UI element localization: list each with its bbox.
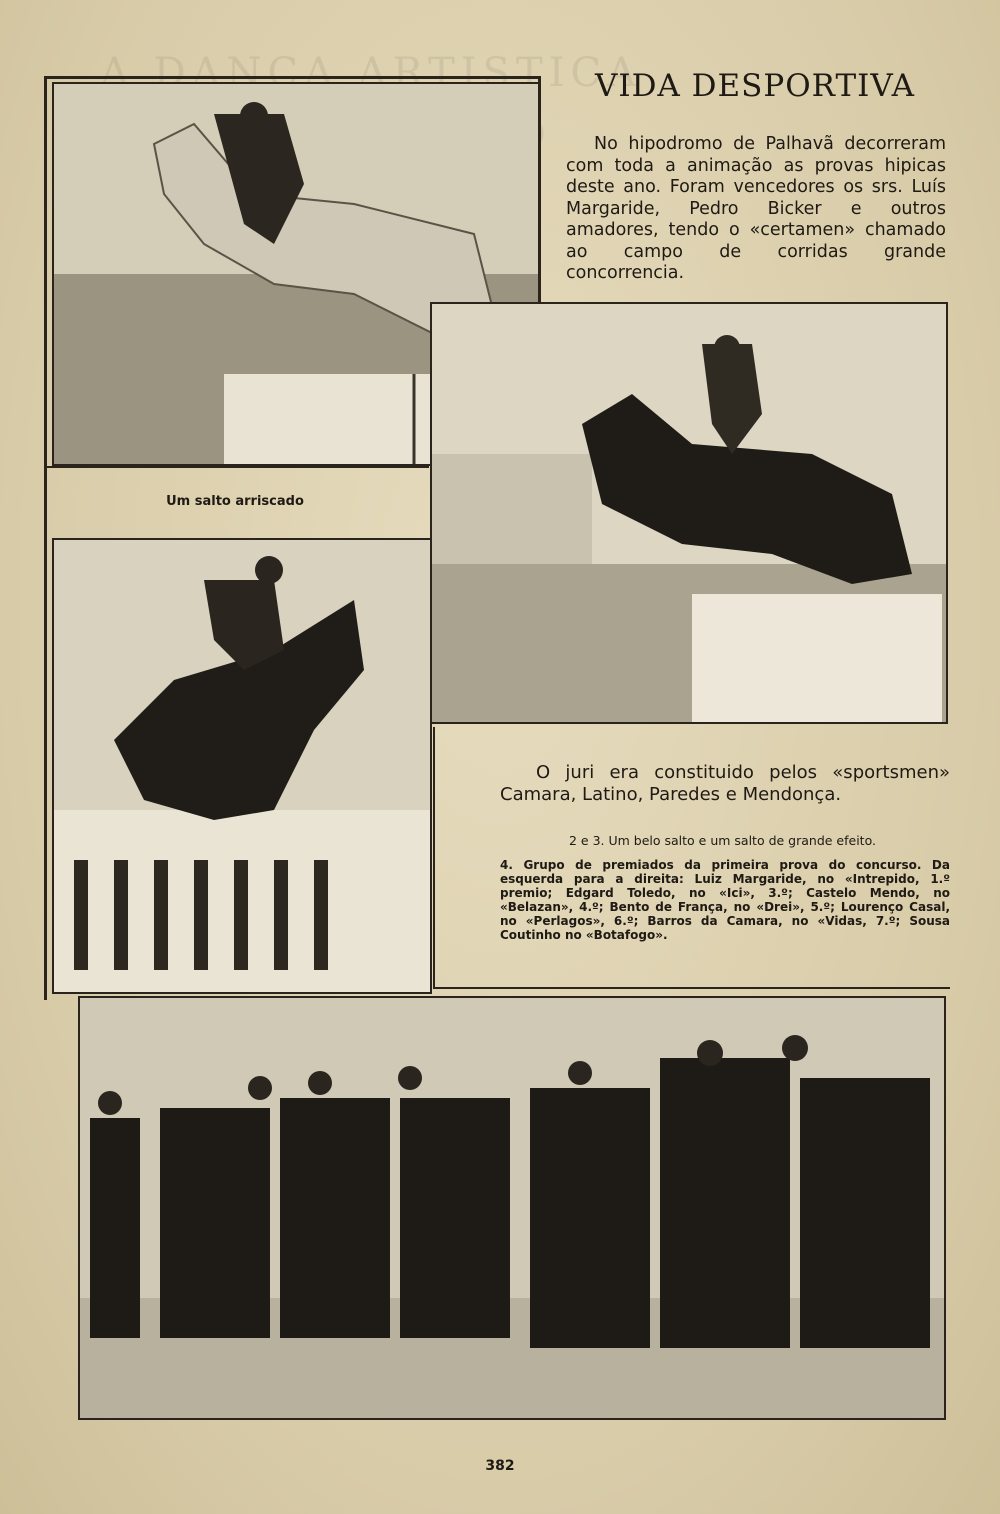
photo-great-effect-jump [52,538,432,994]
ghost-line-1: A DANÇA ARTISTICA [100,50,642,96]
intro-paragraph: No hipodromo de Palhavã decorreram com toda a animação as provas hipicas deste ano. Foram vencedores os srs. Luís Margaride, Pedro Bicker e outros amadores, tendo o «certamen» chamado ao campo de corridas grande concorrencia. [566,134,946,283]
photo-prize-winners-group-image [80,998,944,1418]
jury-paragraph: O juri era constituido pelos «sportsmen» Camara, Latino, Paredes e Mendonça. [500,762,950,805]
frame-rule-middle [44,466,429,468]
frame-rule-left [44,76,47,1000]
caption-photo-4: 4. Grupo de premiados da primeira prova do concurso. Da esquerda para a direita: Luiz Margaride, no «Intrepido, 1.º premio; Edgard Toledo, no «Ici», 3.º; Castelo Mendo, no «Belazan», 4.º; Bento de França, no «Drei», 5.º; Lourenço Casal, no «Perlagos», 6.º; Barros da Camara, no «Vidas, 7.º; Sousa Coutinho no «Botafogo». [500,858,950,942]
caption-photos-2-3: 2 e 3. Um belo salto e um salto de grande efeito. [569,833,876,848]
photo-beautiful-jump [430,302,948,724]
section-title: VIDA DESPORTIVA [594,68,916,104]
photo-great-effect-jump-image [54,540,430,992]
caption-photo-1: Um salto arriscado [166,494,304,509]
photo-prize-winners-group [78,996,946,1420]
frame-rule-top [44,76,541,79]
photo-beautiful-jump-image [432,304,946,722]
page-number: 382 [485,1458,515,1474]
